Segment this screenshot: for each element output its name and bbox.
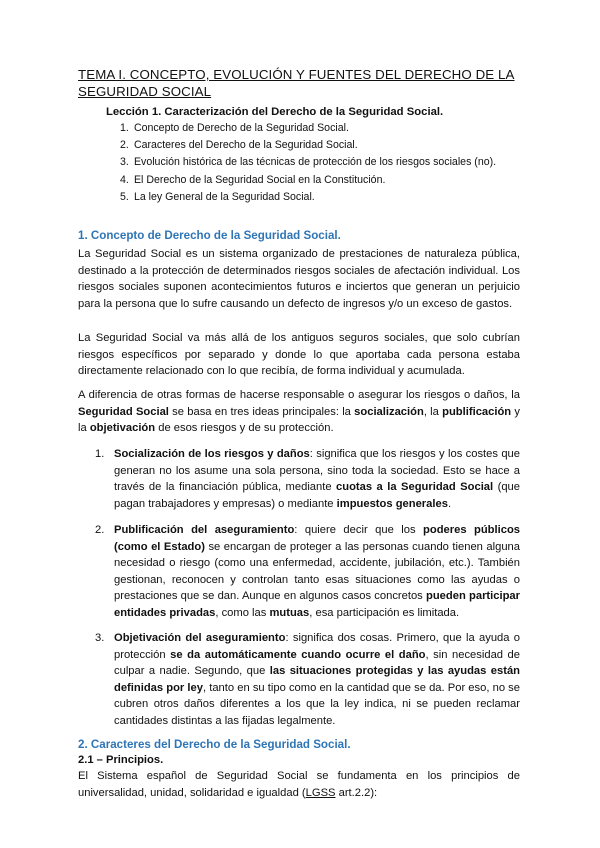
page-title: TEMA I. CONCEPTO, EVOLUCIÓN Y FUENTES DEL DERECHO DE LA SEGURIDAD SOCIAL [78, 67, 515, 99]
principle-item-objetivacion: 3. Objetivación del aseguramiento: significa dos cosas. Primero, que la ayuda o protección se da automáticamente cuando ocurre el daño, sin necesidad de culpar a nadie. Segundo, que las situaciones protegidas y las ayudas están definidas por ley, tanto en su tipo como en la cantidad que se da. Por eso, no se cubren otros daños diferentes a los que la ley indica, ni se pueden reclamar cantidades distintas a las fijadas legalmente. [95, 632, 520, 727]
lesson-heading: Lección 1. Caracterización del Derecho de la Seguridad Social. [106, 106, 444, 118]
list-item: 5. La ley General de la Seguridad Social. [120, 190, 315, 203]
lgss-link[interactable]: LGSS [305, 786, 336, 799]
section-2-paragraph-1: El Sistema español de Seguridad Social se fundamenta en los principios de universalidad, unidad, solidaridad e igualdad (LGSS art.2.2): [78, 770, 520, 799]
principle-item-socializacion: 1. Socialización de los riesgos y daños: significa que los riesgos y los costes que generan no los asume una sola persona, sino toda la sociedad. Esto se hace a través de la financiación pública, mediante cuotas a la Seguridad Social (que pagan trabajadores y empresas) o mediante impuestos generales. [95, 448, 520, 510]
subsection-heading: 2.1 – Principios. [78, 754, 164, 766]
lesson-contents-list [120, 120, 496, 206]
principle-item-publificacion: 2. Publificación del aseguramiento: quiere decir que los poderes públicos (como el Estado) se encargan de proteger a las personas cuando tienen alguna necesidad o riesgo (como una enfermedad, accidente, jubilación, etc.). También gestionan, reconocen y controlan tanto esas situaciones como las ayudas o prestaciones que se dan. Aunque en algunos casos concretos pueden participar entidades privadas, como las mutuas, esa participación es limitada. [95, 524, 521, 619]
section-2-heading: 2. Caracteres del Derecho de la Seguridad Social. [78, 738, 351, 751]
list-item: 1. Concepto de Derecho de la Seguridad Social. [120, 122, 349, 134]
list-item: 4. El Derecho de la Seguridad Social en la Constitución. [120, 173, 386, 186]
section-1-paragraph-2: La Seguridad Social va más allá de los antiguos seguros sociales, que solo cubrían riesgos específicos por separado y donde lo que aportaba cada persona estaba directamente relacionado con lo que recibía, de forma individual y acumulada. [78, 332, 520, 377]
section-1-paragraph-1: La Seguridad Social es un sistema organizado de prestaciones de naturaleza pública, destinado a la protección de determinados riesgos sociales de afectación individual. Los riesgos sociales suponen acontecimientos futuros e inciertos que generan un perjuicio para la persona que lo sufre causando un defecto de ingresos y/o un exceso de gastos. [78, 248, 520, 310]
list-item: 3. Evolución histórica de las técnicas de protección de los riesgos sociales (no). [120, 156, 497, 169]
section-1-paragraph-3: A diferencia de otras formas de hacerse responsable o asegurar los riesgos o daños, la Seguridad Social se basa en tres ideas principales: la socialización, la publificación y la objetivación de esos riesgos y de su protección. [78, 389, 520, 434]
section-1-heading: 1. Concepto de Derecho de la Seguridad Social. [78, 229, 341, 242]
list-item: 2. Caracteres del Derecho de la Seguridad Social. [120, 139, 358, 152]
